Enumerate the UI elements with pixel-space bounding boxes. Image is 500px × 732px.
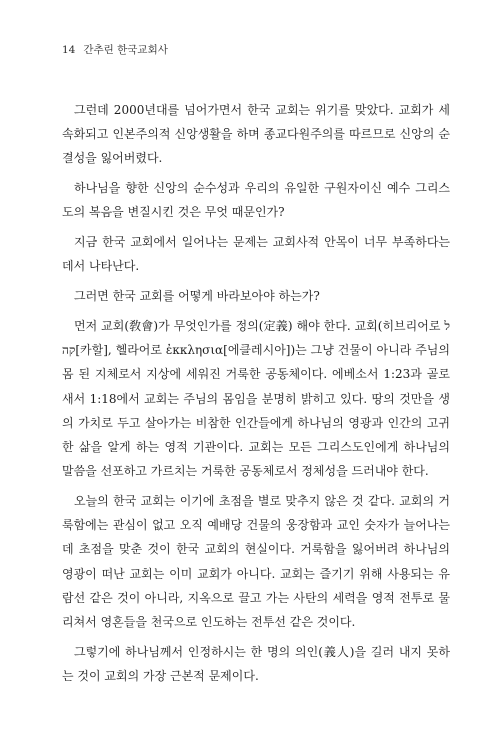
paragraph: 오늘의 한국 교회는 이기에 초점을 별로 맞추지 않은 것 같다. 교회의 거룩함에는 관심이 없고 오직 예배당 건물의 웅장함과 교인 숫자가 늘어나는 데 초점을 맞춘 것이 한국 교회의 현실이다. 거룩함을 잃어버려 하나님의 영광이 떠난 교회는 이미 교회가 아니다. 교회는 즐기기 위해 사용되는 유람선 같은 것이 아니라, 지옥으로 끌고 가는 사탄의 세력을 영적 전투로 물리쳐서 영혼들을 천국으로 인도하는 전투선 같은 것이다. — [62, 494, 450, 630]
paragraph: 그런데 2000년대를 넘어가면서 한국 교회는 위기를 맞았다. 교회가 세속화되고 인본주의적 신앙생활을 하며 종교다원주의를 따르므로 신앙의 순결성을 잃어버렸다. — [62, 103, 450, 166]
paragraph: 그러면 한국 교회를 어떻게 바라보아야 하는가? — [74, 289, 320, 304]
paragraph: 하나님을 향한 신앙의 순수성과 우리의 유일한 구원자이신 예수 그리스도의 복음을 변질시킨 것은 무엇 때문인가? — [62, 181, 450, 220]
paragraph: 먼저 교회(敎會)가 무엇인가를 정의(定義) 해야 한다. 교회(히브리어로 לקה[카할], 헬라어로 ἐκκλησια[에클레시아])는 그냥 건물이 아니라 주님의 몸 된 지체로서 지상에 세워진 거룩한 공동체이다. 에베소서 1:23과 골로새서 1:18에서 교회는 주님의 몸임을 분명히 밝히고 있다. 땅의 것만을 생의 가치로 두고 살아가는 비참한 인간들에게 하나님의 영광과 인간의 고귀한 삶을 알게 하는 영적 기관이다. 교회는 모든 그리스도인에게 하나님의 말씀을 선포하고 가르치는 거룩한 공동체로서 정체성을 드러내야 한다. — [62, 319, 450, 479]
book-title: 간추린 한국교회사 — [83, 44, 168, 56]
body-text — [62, 98, 450, 694]
paragraph: 지금 한국 교회에서 일어나는 문제는 교회사적 안목이 너무 부족하다는 데서 나타난다. — [62, 235, 450, 274]
page-number: 14 — [62, 44, 76, 56]
paragraph: 그렇기에 하나님께서 인정하시는 한 명의 의인(義人)을 길러 내지 못하는 것이 교회의 가장 근본적 문제이다. — [62, 644, 450, 684]
running-head — [62, 42, 168, 57]
